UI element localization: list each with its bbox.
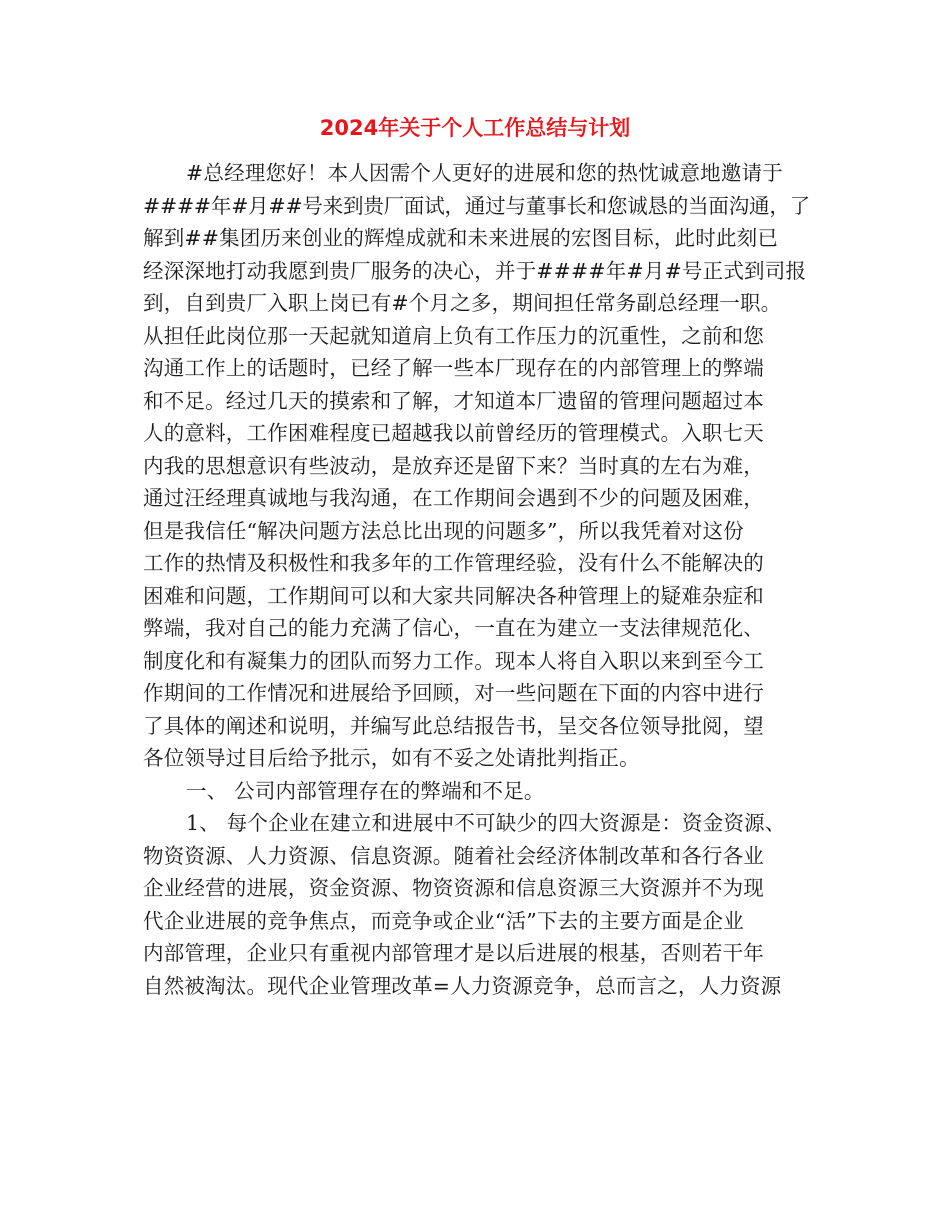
paragraph-line: 自然被淘汰。现代企业管理改革=人力资源竞争，总而言之，人力资源: [143, 974, 782, 998]
section-heading: 一、 公司内部管理存在的弊端和不足。: [186, 779, 545, 803]
paragraph-line: 沟通工作上的话题时，已经了解一些本厂现存在的内部管理上的弊端: [143, 356, 764, 380]
paragraph-line: 作期间的工作情况和进展给予回顾，对一些问题在下面的内容中进行: [143, 681, 764, 705]
paragraph-line: 制度化和有凝集力的团队而努力工作。现本人将自入职以来到至今工: [143, 649, 764, 673]
paragraph-line: 各位领导过目后给予批示，如有不妥之处请批判指正。: [143, 746, 640, 770]
paragraph-line: 1、 每个企业在建立和进展中不可缺少的四大资源是：资金资源、: [186, 811, 786, 835]
paragraph-line: 人的意料，工作困难程度已超越我以前曾经历的管理模式。入职七天: [143, 421, 764, 445]
paragraph-line: 解到##集团历来创业的辉煌成就和未来进展的宏图目标，此时此刻已: [143, 226, 779, 250]
document-title: 2024年关于个人工作总结与计划: [319, 116, 631, 140]
paragraph-line: 内部管理，企业只有重视内部管理才是以后进展的根基，否则若干年: [143, 941, 764, 965]
paragraph-line: 工作的热情及积极性和我多年的工作管理经验，没有什么不能解决的: [143, 551, 764, 575]
paragraph-line: #总经理您好！本人因需个人更好的进展和您的热忱诚意地邀请于: [186, 161, 783, 185]
paragraph-line: 物资资源、人力资源、信息资源。随着社会经济体制改革和各行各业: [143, 844, 764, 868]
paragraph-line: 代企业进展的竞争焦点，而竞争或企业“活”下去的主要方面是企业: [143, 909, 744, 933]
paragraph-line: 通过汪经理真诚地与我沟通，在工作期间会遇到不少的问题及困难，: [143, 486, 764, 510]
paragraph-line: 经深深地打动我愿到贵厂服务的决心，并于####年#月#号正式到司报: [143, 259, 807, 283]
paragraph-line: 弊端，我对自己的能力充满了信心，一直在为建立一支法律规范化、: [143, 616, 764, 640]
paragraph-line: 困难和问题，工作期间可以和大家共同解决各种管理上的疑难杂症和: [143, 584, 764, 608]
paragraph-line: 和不足。经过几天的摸索和了解，才知道本厂遗留的管理问题超过本: [143, 389, 764, 413]
paragraph-line: 内我的思想意识有些波动，是放弃还是留下来？当时真的左右为难，: [143, 454, 764, 478]
paragraph-line: 但是我信任“解决问题方法总比出现的问题多”，所以我凭着对这份: [143, 519, 744, 543]
paragraph-line: 从担任此岗位那一天起就知道肩上负有工作压力的沉重性，之前和您: [143, 324, 764, 348]
paragraph-line: 了具体的阐述和说明，并编写此总结报告书，呈交各位领导批阅，望: [143, 714, 764, 738]
paragraph-line: ####年#月##号来到贵厂面试，通过与董事长和您诚恳的当面沟通，了: [143, 194, 810, 218]
paragraph-line: 到，自到贵厂入职上岗已有#个月之多，期间担任常务副总经理一职。: [143, 291, 782, 315]
paragraph-line: 企业经营的进展，资金资源、物资资源和信息资源三大资源并不为现: [143, 876, 764, 900]
